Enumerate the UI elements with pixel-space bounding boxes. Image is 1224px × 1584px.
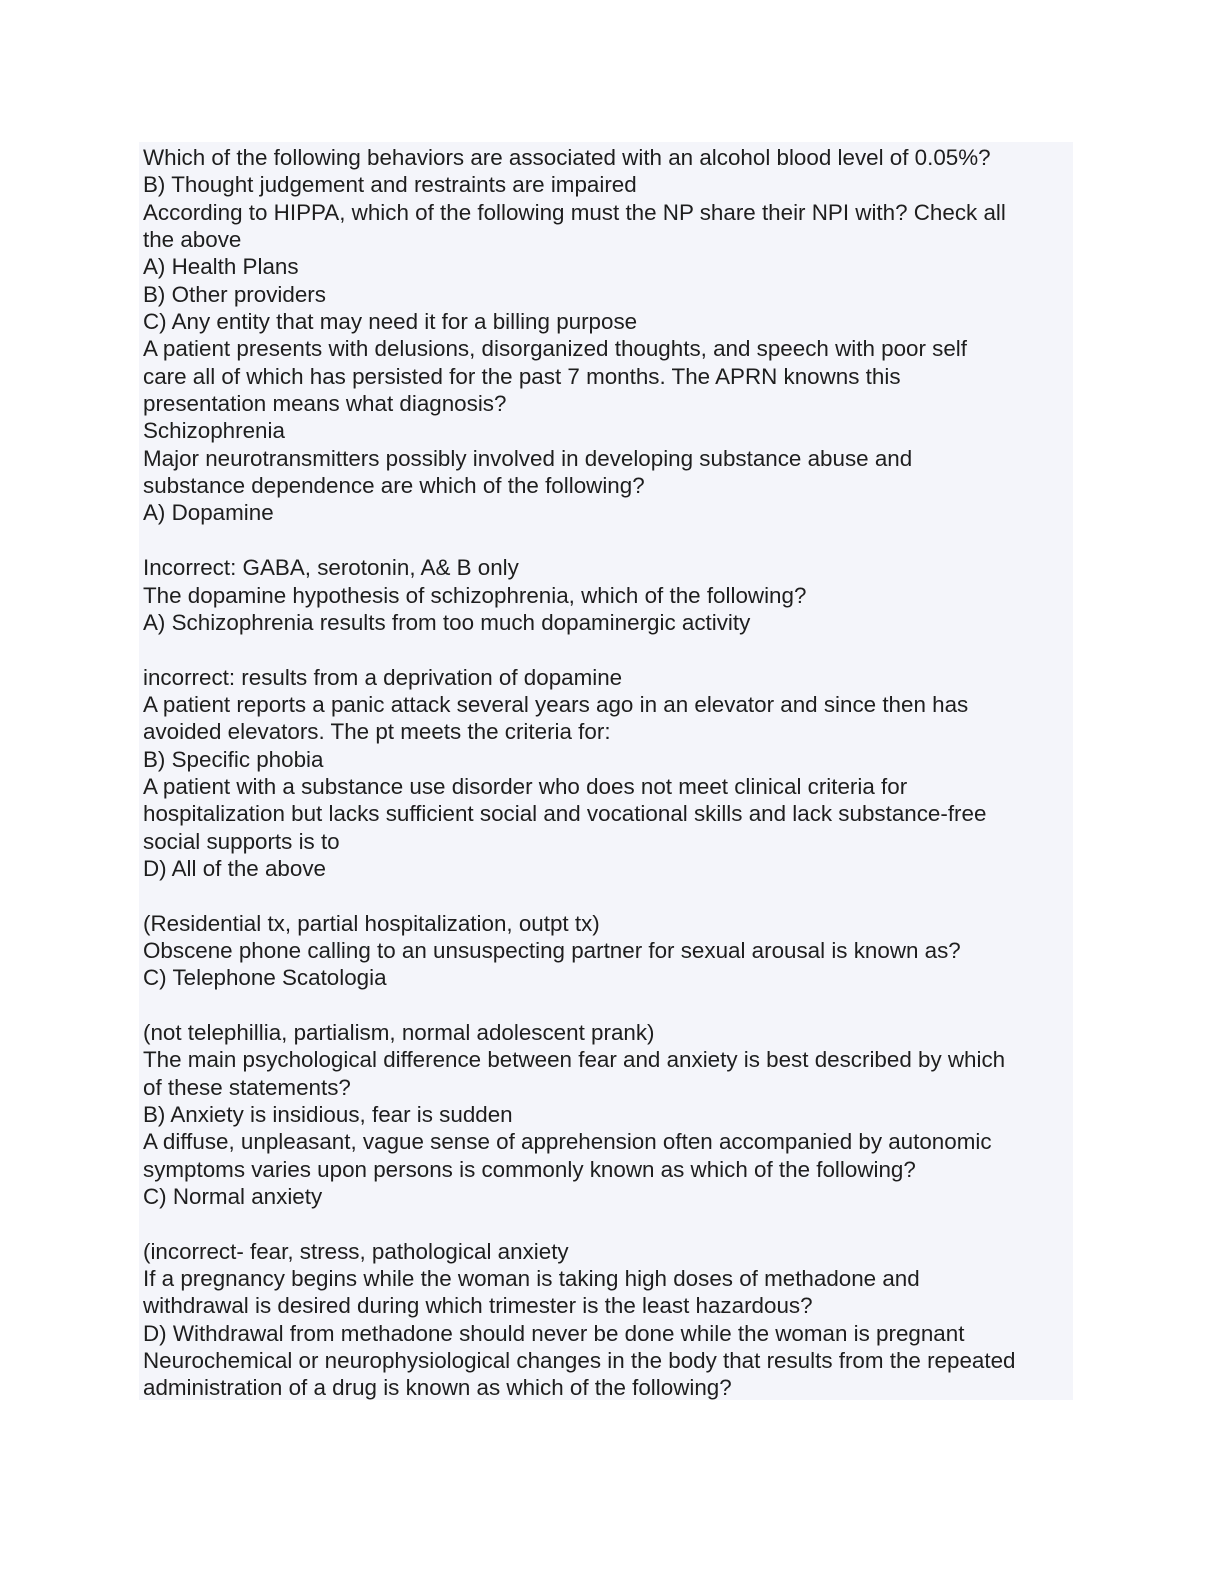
text-line: administration of a drug is known as which of the following? bbox=[143, 1375, 732, 1401]
text-line: A diffuse, unpleasant, vague sense of apprehension often accompanied by autonomic bbox=[143, 1129, 992, 1155]
text-line: the above bbox=[143, 227, 242, 253]
text-line: A patient presents with delusions, disorganized thoughts, and speech with poor self bbox=[143, 336, 967, 362]
text-line: A patient with a substance use disorder who does not meet clinical criteria for bbox=[143, 773, 908, 799]
text-line: A) Schizophrenia results from too much dopaminergic activity bbox=[143, 609, 751, 635]
text-line: A) Dopamine bbox=[143, 500, 274, 526]
text-line: Which of the following behaviors are associated with an alcohol blood level of 0.05%? bbox=[143, 145, 991, 170]
text-line: withdrawal is desired during which trimester is the least hazardous? bbox=[143, 1293, 813, 1319]
text-line: If a pregnancy begins while the woman is taking high doses of methadone and bbox=[143, 1266, 920, 1292]
blank-line bbox=[143, 527, 1073, 554]
text-line: D) All of the above bbox=[143, 855, 326, 881]
text-line: Major neurotransmitters possibly involved in developing substance abuse and bbox=[143, 445, 913, 471]
text-line: presentation means what diagnosis? bbox=[143, 391, 507, 417]
blank-line bbox=[143, 882, 1073, 909]
text-line: incorrect: results from a deprivation of dopamine bbox=[143, 664, 623, 690]
text-line: Obscene phone calling to an unsuspecting partner for sexual arousal is known as? bbox=[143, 937, 961, 963]
blank-line bbox=[143, 636, 1073, 663]
text-line: social supports is to bbox=[143, 828, 340, 854]
text-line: Incorrect: GABA, serotonin, A& B only bbox=[143, 555, 519, 581]
text-line: (Residential tx, partial hospitalization, outpt tx) bbox=[143, 910, 600, 936]
text-line: C) Telephone Scatologia bbox=[143, 965, 387, 991]
text-line: hospitalization but lacks sufficient social and vocational skills and lack substance-free bbox=[143, 801, 987, 827]
text-line: avoided elevators. The pt meets the criteria for: bbox=[143, 719, 611, 745]
text-line: According to HIPPA, which of the following must the NP share their NPI with? Check all bbox=[143, 199, 1006, 225]
text-line: B) Thought judgement and restraints are impaired bbox=[143, 172, 637, 198]
text-block bbox=[139, 142, 1073, 1400]
text-line: A) Health Plans bbox=[143, 254, 299, 280]
text-line: (incorrect- fear, stress, pathological anxiety bbox=[143, 1238, 569, 1264]
blank-line bbox=[143, 992, 1073, 1019]
text-line: Schizophrenia bbox=[143, 418, 285, 444]
text-line: B) Anxiety is insidious, fear is sudden bbox=[143, 1102, 513, 1128]
text-line: The main psychological difference between fear and anxiety is best described by which bbox=[143, 1047, 1006, 1073]
blank-line bbox=[143, 1210, 1073, 1237]
text-line: A patient reports a panic attack several years ago in an elevator and since then has bbox=[143, 691, 969, 717]
text-line: Neurochemical or neurophysiological changes in the body that results from the repeated bbox=[143, 1348, 1016, 1374]
text-line: symptoms varies upon persons is commonly known as which of the following? bbox=[143, 1156, 916, 1182]
text-line: C) Normal anxiety bbox=[143, 1184, 323, 1210]
text-line: substance dependence are which of the following? bbox=[143, 473, 645, 499]
text-line: B) Other providers bbox=[143, 281, 326, 307]
text-line: The dopamine hypothesis of schizophrenia, which of the following? bbox=[143, 582, 807, 608]
text-line: of these statements? bbox=[143, 1074, 351, 1100]
text-line: D) Withdrawal from methadone should never be done while the woman is pregnant bbox=[143, 1320, 965, 1346]
text-line: B) Specific phobia bbox=[143, 746, 324, 772]
text-line: C) Any entity that may need it for a billing purpose bbox=[143, 309, 638, 335]
text-line: (not telephillia, partialism, normal adolescent prank) bbox=[143, 1020, 655, 1045]
text-line: care all of which has persisted for the past 7 months. The APRN knowns this bbox=[143, 363, 901, 389]
